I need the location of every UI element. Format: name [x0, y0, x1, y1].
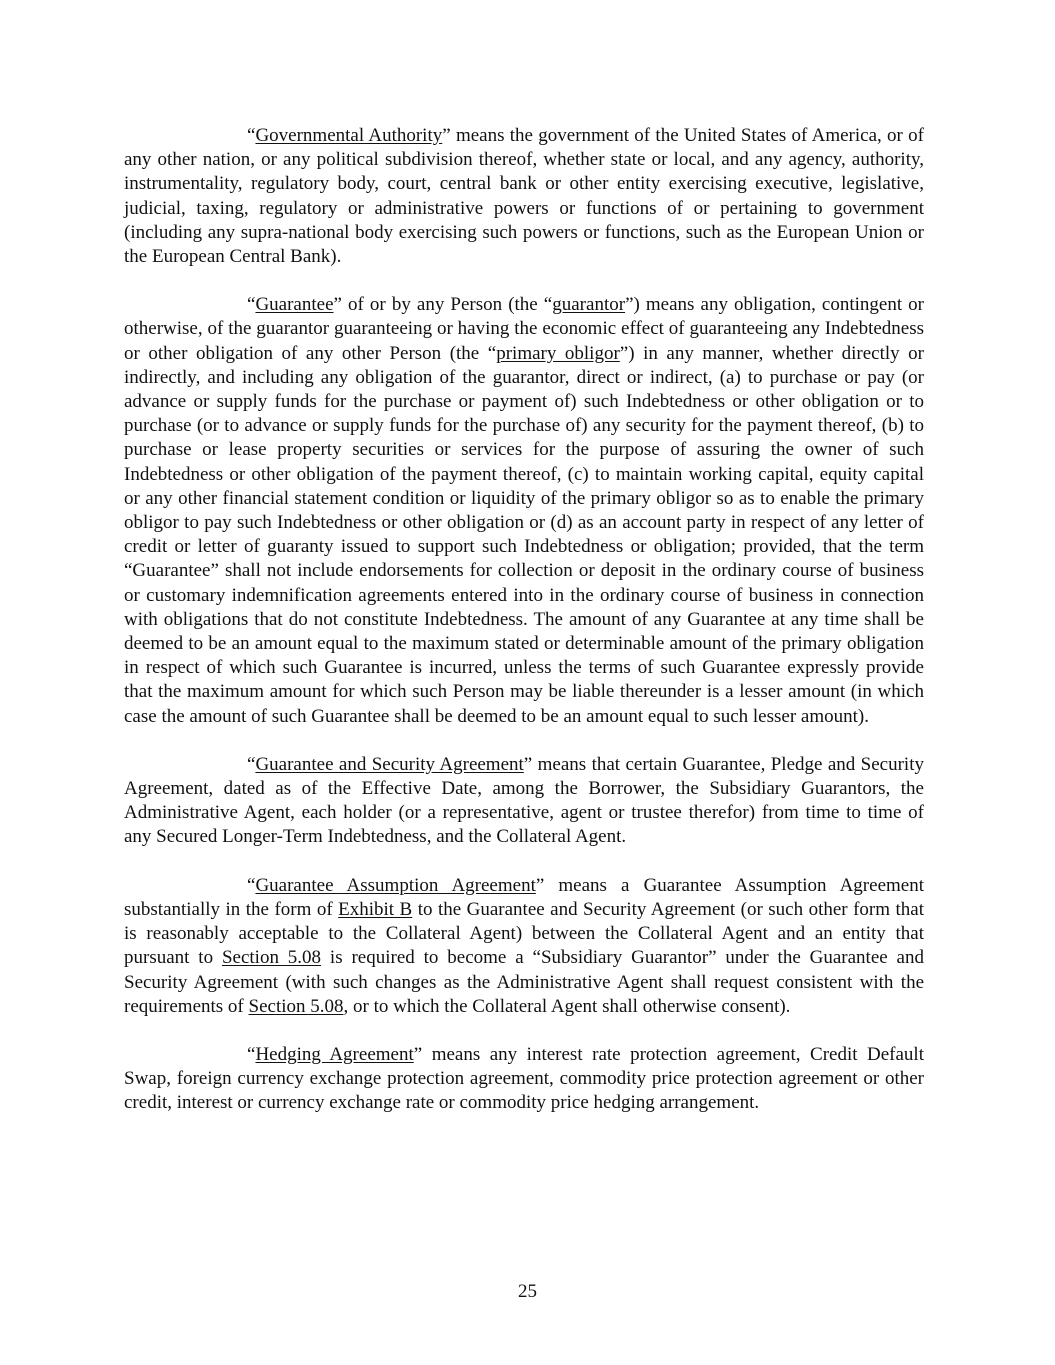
open-quote: “	[247, 125, 256, 146]
reference-exhibit-b: Exhibit B	[338, 898, 413, 920]
definition-text: is required to become a “Subsidiary Guarantor” under the Guarantee and Security Agreement (with such changes as the Administrative Agent shall request consistent with the requirements of	[124, 947, 924, 1017]
definition-guarantee-assumption-agreement	[124, 874, 924, 1019]
defined-term-guarantor: guarantor	[552, 294, 626, 316]
definition-text: ” means a Guarantee Assumption Agreement substantially in the form of	[124, 874, 924, 920]
open-quote: “	[247, 1043, 256, 1065]
defined-term: Guarantee	[255, 294, 334, 316]
definition-guarantee-and-security-agreement	[124, 753, 924, 850]
open-quote: “	[247, 874, 256, 896]
defined-term-primary-obligor: primary obligor	[496, 342, 620, 364]
reference-section-5-08: Section 5.08	[248, 995, 344, 1017]
definition-text: ” means that certain Guarantee, Pledge and Security Agreement, dated as of the Effective Date, among the Borrower, the Subsidiary Guarantors, the Administrative Agent, each holder (or a representative, agent or trustee therefor) from time to time of any Secured Longer-Term Indebtedness, and the Collateral Agent.	[124, 753, 924, 848]
definition-text: ”) means any obligation, contingent or otherwise, of the guarantor guaranteeing or having the economic effect of guaranteeing any Indebtedness or other obligation of any other Person (the “	[124, 294, 925, 364]
document-body	[124, 124, 924, 1140]
definition-text: , or to which the Collateral Agent shall otherwise consent).	[343, 995, 791, 1017]
defined-term: Guarantee and Security Agreement	[255, 753, 524, 775]
definition-guarantee	[124, 293, 924, 729]
definition-hedging-agreement	[124, 1043, 924, 1116]
definition-text: ” means any interest rate protection agreement, Credit Default Swap, foreign currency exchange protection agreement, commodity price protection agreement or other credit, interest or currency exchange rate or commodity price hedging arrangement.	[124, 1043, 924, 1114]
definition-text: ” means the government of the United States of America, or of any other nation, or any political subdivision thereof, whether state or local, and any agency, authority, instrumentality, regulatory body, court, central bank or other entity exercising executive, legislative, judicial, taxing, regulatory or administrative powers or functions of or pertaining to government (including any supra-national body exercising such powers or functions, such as the European Union or the European Central Bank).	[124, 125, 924, 268]
definition-text: ” of or by any Person (the “	[333, 294, 553, 316]
page-number: 25	[518, 1281, 537, 1302]
defined-term: Guarantee Assumption Agreement	[255, 874, 536, 896]
reference-section-5-08: Section 5.08	[221, 947, 322, 969]
open-quote: “	[247, 294, 256, 316]
definition-text: to the Guarantee and Security Agreement (or such other form that is reasonably acceptable to the Collateral Agent) between the Collateral Agent and an entity that pursuant to	[124, 898, 924, 969]
defined-term: Hedging Agreement	[255, 1043, 414, 1065]
defined-term: Governmental Authority	[255, 125, 443, 146]
definition-governmental-authority	[124, 124, 924, 269]
definition-text: ”) in any manner, whether directly or indirectly, and including any obligation of the guarantor, direct or indirect, (a) to purchase or pay (or advance or supply funds for the purchase or payment of) such Indebtedness or other obligation or to purchase (or to advance or supply funds for the purchase of) any security for the payment thereof, (b) to purchase or lease property securities or services for the purpose of assuring the owner of such Indebtedness or other obligation of the payment thereof, (c) to maintain working capital, equity capital or any other financial statement condition or liquidity of the primary obligor so as to enable the primary obligor to pay such Indebtedness or other obligation or (d) as an account party in respect of any letter of credit or letter of guaranty issued to support such Indebtedness or obligation; provided, that the term “Guarantee” shall not include endorsements for collection or deposit in the ordinary course of business or customary indemnification agreements entered into in the ordinary course of business in connection with obligations that do not constitute Indebtedness. The amount of any Guarantee at any time shall be deemed to be an amount equal to the maximum stated or determinable amount of the primary obligation in respect of which such Guarantee is incurred, unless the terms of such Guarantee expressly provide that the maximum amount for which such Person may be liable thereunder is a lesser amount (in which case the amount of such Guarantee shall be deemed to be an amount equal to such lesser amount).	[124, 342, 925, 727]
open-quote: “	[247, 753, 256, 775]
